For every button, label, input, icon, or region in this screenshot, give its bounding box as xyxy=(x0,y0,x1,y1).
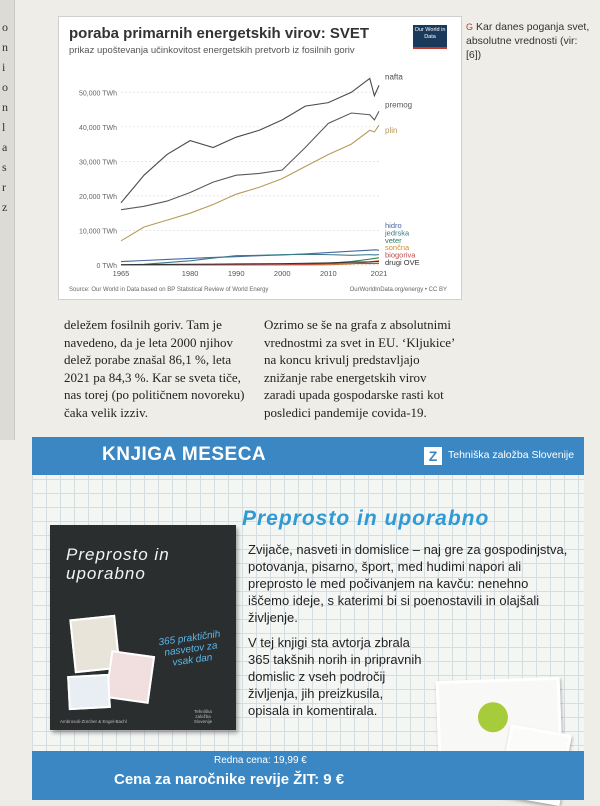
y-tick-label: 0 TWh xyxy=(96,263,117,270)
chart-title: poraba primarnih energetskih virov: SVET xyxy=(69,25,370,42)
body-column-right xyxy=(264,316,460,421)
book-of-month-ad xyxy=(32,437,584,800)
margin-letter: n xyxy=(2,100,8,114)
margin-letter: o xyxy=(2,80,8,94)
chart-source: Source: Our World in Data based on BP Statistical Review of World Energy xyxy=(69,287,269,293)
book-cover xyxy=(50,525,236,730)
margin-letter: i xyxy=(2,60,6,74)
y-tick-label: 30,000 TWh xyxy=(78,159,117,167)
ad-header xyxy=(32,437,584,475)
series-label: drugi OVE xyxy=(385,258,420,267)
margin-letter: r xyxy=(2,180,6,194)
margin-letter: n xyxy=(2,40,8,54)
margin-letter: s xyxy=(2,160,7,174)
chart-subtitle: prikaz upoštevanja učinkovitost energetskih pretvorb iz fosilnih goriv xyxy=(69,45,355,56)
ad-heading: Preprosto in uporabno xyxy=(242,507,490,530)
caption-text: Kar danes poganja svet, absolutne vrednosti (vir: [6]) xyxy=(466,21,590,61)
margin-letter: a xyxy=(2,140,8,154)
y-tick-label: 50,000 TWh xyxy=(78,90,117,98)
book-cover-title: Preprosto in uporabno xyxy=(66,545,170,583)
x-tick-label: 2010 xyxy=(319,269,337,278)
margin-letter: o xyxy=(2,20,8,34)
x-tick-label: 2021 xyxy=(370,269,388,278)
y-tick-label: 40,000 TWh xyxy=(78,124,117,132)
price-bar xyxy=(32,751,584,800)
caption-marker: G xyxy=(466,22,474,32)
series-label: nafta xyxy=(385,72,403,82)
previous-page-edge xyxy=(0,0,15,440)
body-column-left xyxy=(64,316,250,421)
ad-paragraph: V tej knjigi sta avtorja zbrala 365 takšnih norih in pripravnih domislic z vseh področij življenja, jih preizkusila, opisala in komentirala. xyxy=(248,635,422,718)
book-cover-subtitle: 365 praktičnih nasvetov za vsak dan xyxy=(157,628,222,669)
series-label: plin xyxy=(385,126,398,136)
y-tick-label: 10,000 TWh xyxy=(78,228,117,236)
chart-credit: OurWorldInData.org/energy • CC BY xyxy=(349,287,447,293)
figure-caption xyxy=(466,20,590,62)
ad-header-title: KNJIGA MESECA xyxy=(102,444,267,465)
energy-chart xyxy=(58,16,462,300)
photo-thumbnail xyxy=(67,674,111,710)
tennis-ball-icon xyxy=(477,702,508,733)
series-label: premog xyxy=(385,100,413,110)
x-tick-label: 1965 xyxy=(112,269,130,278)
ad-paragraph: Zvijače, nasveti in domislice – naj gre za gospodinjstva, potovanja, pisarno, šport, med hudimi napori ali preprosto le med počivanjem na kavču: nenehno iščemo ideje, s katerimi bi si poenostavili in olajšali življenje. xyxy=(248,542,568,625)
book-cover-publisher: Tehniška založba Slovenije xyxy=(193,709,213,724)
owid-logo: Our World in Data xyxy=(413,25,447,49)
body-text-right: Ozrimo se še na grafa z absolutnimi vrednostmi za svet in EU. ‘Kljukice’ na koncu krivulj predstavljajo znižanje rabe energetskih virov zaradi upada gospodarske rasti kot posledici pandemije covida-19. xyxy=(264,317,455,420)
body-text-left: deležem fosilnih goriv. Tam je navedeno, da je leta 2000 njihov delež porabe znašal 86,1 %, leta 2021 pa 84,3 %. Kar se sveta tiče, nas torej (po političnem novoreku) čaka velik izziv. xyxy=(64,317,245,420)
x-tick-label: 1980 xyxy=(181,269,199,278)
book-cover-authors: Ambrosoli-Zürcher & Engel-Bachl xyxy=(60,719,127,724)
series-label: veter xyxy=(385,235,402,245)
series-label: jedrska xyxy=(385,228,410,238)
regular-price: Redna cena: 19,99 € xyxy=(214,755,307,766)
publisher-name: Tehniška založba Slovenije xyxy=(448,449,575,461)
y-tick-label: 20,000 TWh xyxy=(78,193,117,201)
photo-thumbnail xyxy=(105,650,155,704)
x-tick-label: 1990 xyxy=(227,269,245,278)
subscriber-price: Cena za naročnike revije ŽIT: 9 € xyxy=(114,771,345,788)
margin-letter: l xyxy=(2,120,6,134)
publisher-logo: Z xyxy=(424,447,442,465)
series-label: hidro xyxy=(385,221,402,230)
margin-letter: z xyxy=(2,200,8,214)
chart-plot xyxy=(59,17,461,299)
series-line-2 xyxy=(121,125,379,241)
series-line-0 xyxy=(121,78,379,202)
series-label: biogoriva xyxy=(385,250,416,260)
series-label: sončna xyxy=(385,243,410,253)
x-tick-label: 2000 xyxy=(273,269,291,278)
